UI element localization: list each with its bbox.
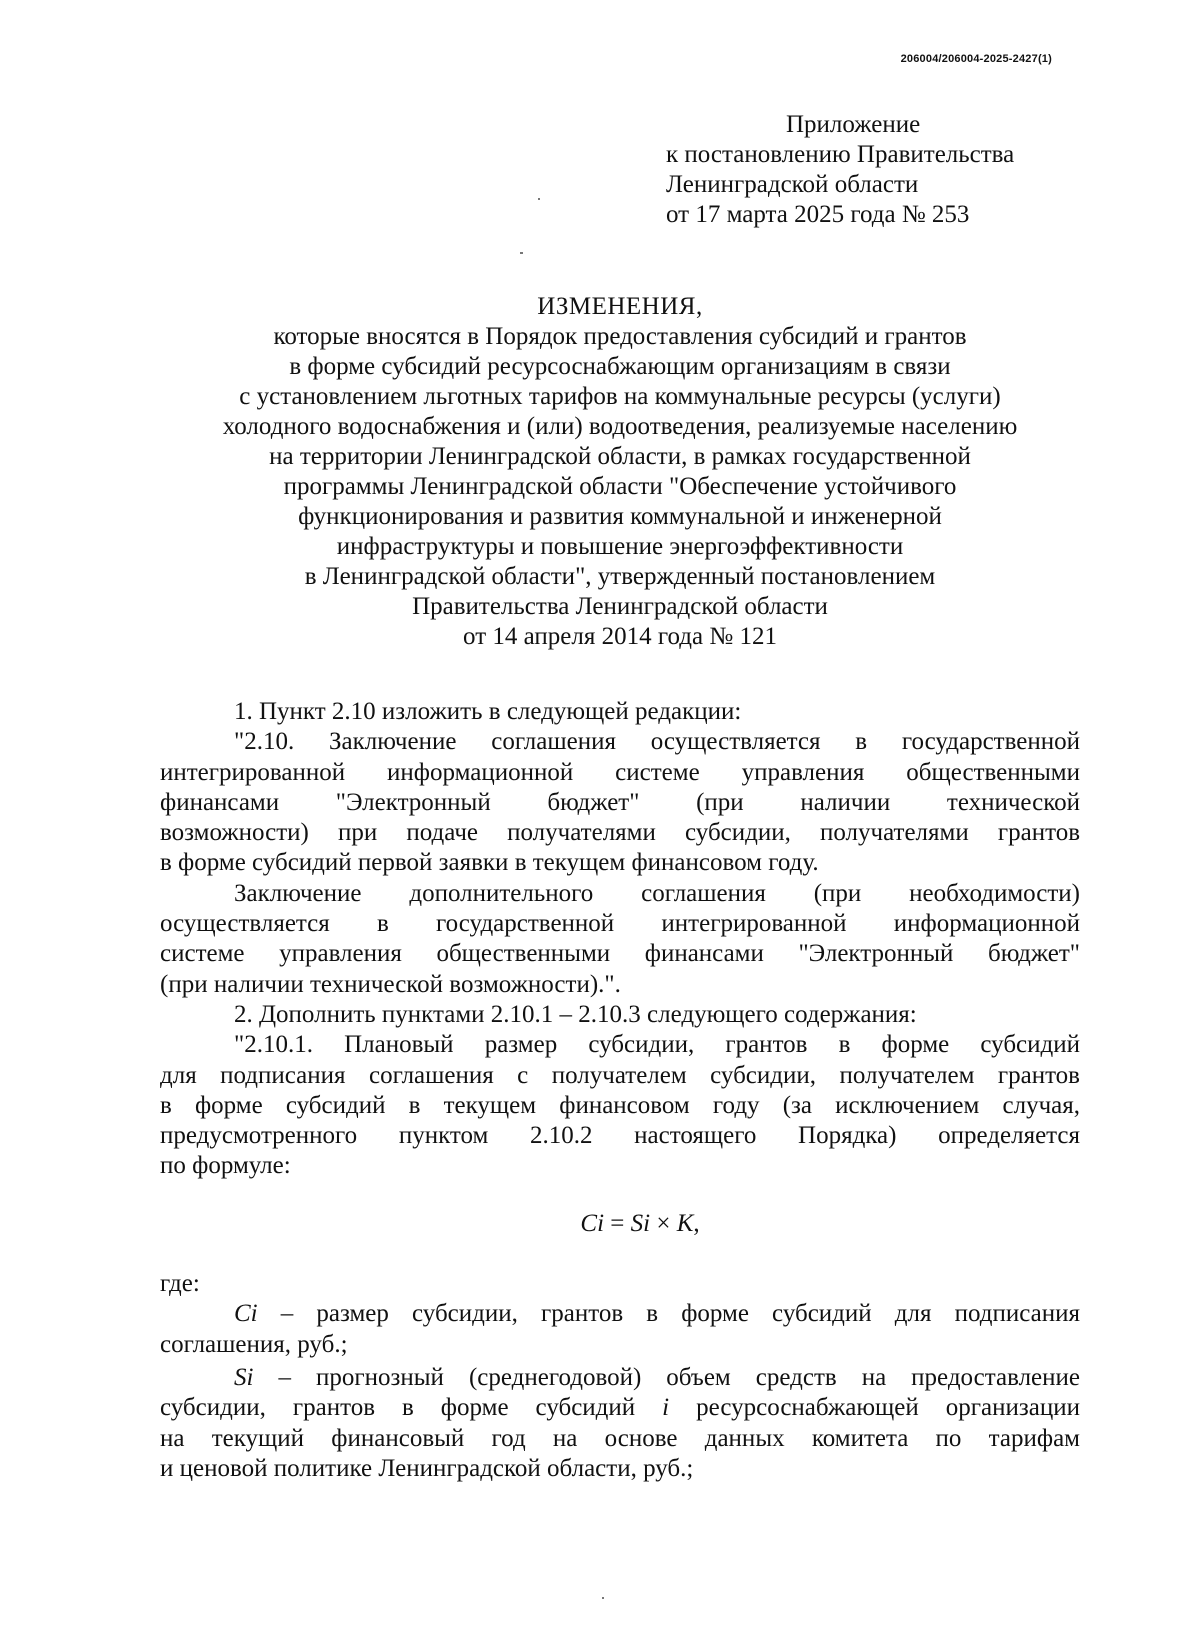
definition-symbol: Ci xyxy=(234,1300,258,1328)
text-line: "2.10.1. Плановый размер субсидии, грантов в форме субсидий xyxy=(234,1031,1080,1059)
definition-si xyxy=(160,1363,1080,1484)
text-line: на текущий финансовый год на основе данных комитета по тарифам xyxy=(160,1424,1080,1452)
title-line: программы Ленинградской области "Обеспечение устойчивого xyxy=(283,473,957,500)
definition-text: – прогнозный (среднегодовой) объем средств на предоставление xyxy=(253,1363,1080,1391)
text-line: системе управления общественными финансами "Электронный бюджет" xyxy=(160,940,1080,968)
text-line: предусмотренного пунктом 2.10.2 настоящего Порядка) определяется xyxy=(160,1122,1080,1150)
text-line: осуществляется в государственной интегрированной информационной xyxy=(160,910,1080,938)
appendix-line: к постановлению Правительства xyxy=(666,141,1015,168)
text-line xyxy=(160,1299,1080,1329)
text-line: "2.10. Заключение соглашения осуществляется в государственной xyxy=(234,728,1080,756)
title-line: Правительства Ленинградской области xyxy=(412,593,828,620)
title-line: с установлением льготных тарифов на коммунальные ресурсы (услуги) xyxy=(239,383,1001,410)
scan-speck xyxy=(538,198,540,200)
document-id: 206004/206004-2025-2427(1) xyxy=(900,53,1052,65)
definition-text: субсидии, грантов в форме субсидий xyxy=(160,1394,663,1422)
appendix-date: от 17 марта 2025 года № 253 xyxy=(666,201,970,228)
formula xyxy=(160,1209,1080,1239)
text-line: в форме субсидий в текущем финансовом году (за исключением случая, xyxy=(160,1091,1080,1119)
formula-k: К xyxy=(676,1209,694,1237)
paragraph-3 xyxy=(160,879,1080,1000)
text-line xyxy=(160,1363,1080,1393)
appendix-line: Ленинградской области xyxy=(666,171,919,198)
text-line: финансами "Электронный бюджет" (при наличии технической xyxy=(160,788,1080,816)
document-body xyxy=(160,697,1080,1484)
scan-speck xyxy=(602,1597,604,1599)
title-line: холодного водоснабжения и (или) водоотведения, реализуемые населению xyxy=(222,413,1018,440)
paragraph-5 xyxy=(160,1030,1080,1181)
text-line: Заключение дополнительного соглашения (при необходимости) xyxy=(234,879,1080,907)
formula-si: Si xyxy=(630,1209,651,1237)
formula-comma: , xyxy=(693,1209,700,1237)
title-line: инфраструктуры и повышение энергоэффективности xyxy=(336,533,904,560)
text-line: интегрированной информационной системе управления общественными xyxy=(160,758,1080,786)
paragraph-2 xyxy=(160,727,1080,878)
text-line: по формуле: xyxy=(160,1152,291,1180)
text-line: соглашения, руб.; xyxy=(160,1330,348,1358)
paragraph-4: 2. Дополнить пунктами 2.10.1 – 2.10.3 следующего содержания: xyxy=(234,1000,917,1028)
title-line: которые вносятся в Порядок предоставления субсидий и грантов xyxy=(273,323,967,350)
text-line: возможности) при подаче получателями субсидии, получателями грантов xyxy=(160,819,1080,847)
title-line: от 14 апреля 2014 года № 121 xyxy=(463,623,777,650)
definition-ci xyxy=(160,1299,1080,1360)
formula-equals: = xyxy=(604,1209,631,1237)
text-line: и ценовой политике Ленинградской области, руб.; xyxy=(160,1454,694,1482)
title-heading: ИЗМЕНЕНИЯ, xyxy=(537,293,703,320)
text-line: в форме субсидий первой заявки в текущем финансовом году. xyxy=(160,849,819,877)
title-line: функционирования и развития коммунальной и инженерной xyxy=(298,503,942,530)
definition-symbol: Si xyxy=(234,1363,254,1391)
document-title xyxy=(160,292,1080,652)
title-line: в Ленинградской области", утвержденный постановлением xyxy=(304,563,936,590)
text-line xyxy=(160,1393,1080,1423)
text-line: (при наличии технической возможности).". xyxy=(160,970,621,998)
text-line: для подписания соглашения с получателем субсидии, получателем грантов xyxy=(160,1061,1080,1089)
where-label: где: xyxy=(160,1270,200,1298)
title-line: на территории Ленинградской области, в рамках государственной xyxy=(269,443,971,470)
scan-speck xyxy=(520,252,523,254)
definition-text: – размер субсидии, грантов в форме субсидий для подписания xyxy=(257,1300,1080,1328)
formula-times: × xyxy=(650,1209,677,1237)
appendix-title: Приложение xyxy=(786,111,921,138)
definition-text: ресурсоснабжающей организации xyxy=(669,1394,1080,1422)
paragraph-1: 1. Пункт 2.10 изложить в следующей редакции: xyxy=(234,698,742,725)
formula-ci: Ci xyxy=(580,1209,605,1237)
definition-index: i xyxy=(662,1394,670,1422)
title-line: в форме субсидий ресурсоснабжающим организациям в связи xyxy=(289,353,951,380)
appendix-block xyxy=(666,110,1186,230)
